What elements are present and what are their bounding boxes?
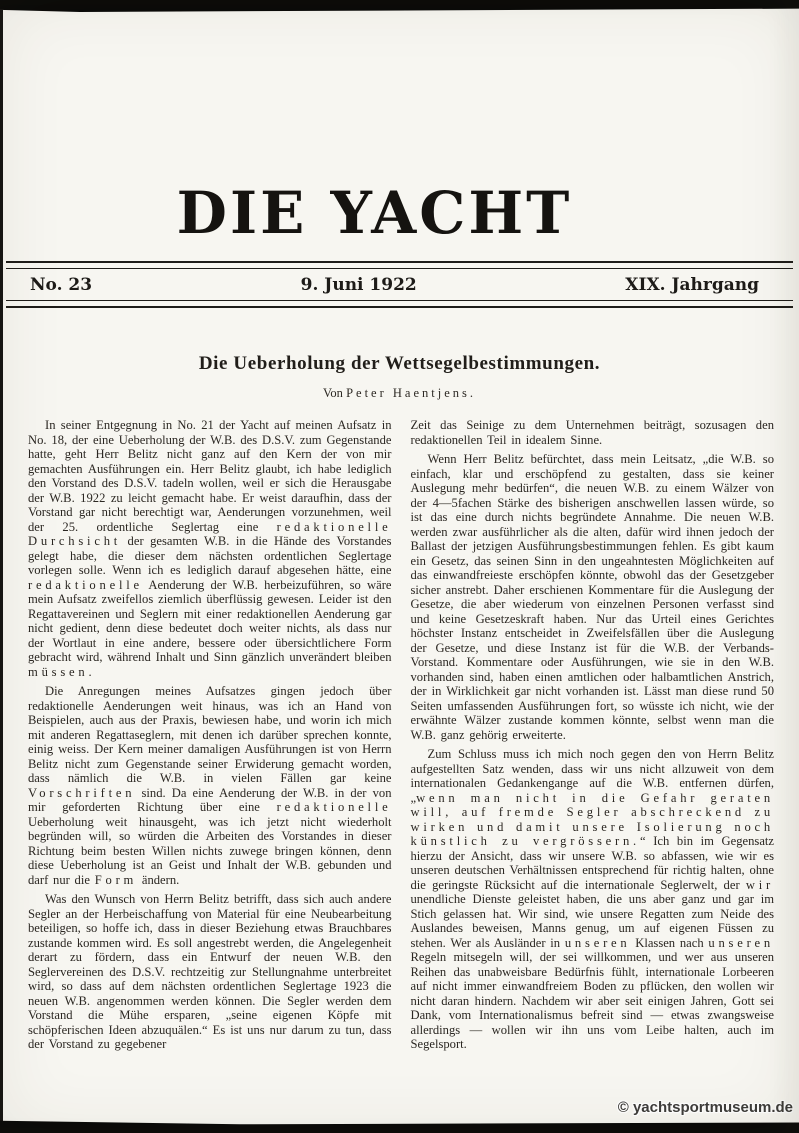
issue-number: No. 23 [30, 275, 93, 295]
scan-artifact-left-edge [0, 9, 3, 1121]
paragraph-3 [28, 892, 392, 1052]
text-segment: der gesamten W.B. in die Hände des Vorstandes gelegt habe, die dieser dem nächsten ordentlichen Seglertage vorlegen solle. Wenn ich es lediglich darauf abgesehen hätte, eine [28, 534, 392, 577]
byline-label: Von [323, 386, 343, 400]
issue-row [0, 269, 799, 300]
magazine-title: DIE YACHT [176, 179, 573, 247]
text-segment: sind. Da eine Aenderung der W.B. in der von mir geforderten Richtung über eine [28, 785, 392, 814]
text-segment: ändern. [137, 872, 180, 887]
text-segment: Die Anregungen meines Aufsatzes gingen jedoch über redaktionelle Aenderungen weit hinaus, was ich an Hand von Beispielen, auch aus der Praxis, bewiesen habe, und worin ich mich mit anderen Regattaseglern, mit denen ich darüber sprechen konnte, einig weiss. Der Kern meiner damaligen Ausführungen ist von Herrn Belitz nicht zum Gegenstande seiner Erwiderung gemacht worden, dass nämlich die W.B. in vielen Fällen gar keine [28, 684, 392, 785]
issue-volume: XIX. Jahrgang [625, 275, 759, 295]
byline-author: Peter Haentjens. [346, 386, 476, 400]
column-right [411, 418, 775, 1052]
paragraph-6 [411, 747, 775, 1052]
spaced-text-segment: wir [745, 877, 774, 892]
text-segment: Zum Schluss muss ich mich noch gegen den von Herrn Belitz aufgestellten Satz wenden, dass wir uns nicht allzuweit von dem internationalen Gedankengange auf die W.B. entfernen dürfen, „ [410, 747, 774, 805]
double-rule-bottom [6, 300, 793, 308]
double-rule-top [6, 261, 793, 269]
paragraph-1 [28, 418, 392, 679]
text-segment: Zeit das Seinige zu dem Unternehmen beiträgt, sozusagen den redaktionellen Teil in idealem Sinne. [410, 418, 774, 447]
paragraph-2 [28, 684, 392, 887]
article-byline [0, 386, 799, 401]
text-segment: Regeln mitsegeln will, der sei willkommen, und wer aus unseren Reihen das unabweisbare Bedürfnis fühlt, internationale Lorbeeren auf nicht immer einwandfreiem Boden zu pflücken, den wollen wir nicht daran hindern. Nachdem wir aber seit einigen Jahren, Gott sei Dank, vom Internationalismus befreit sind — etwas zwangsweise allerdings — wollen wir ihn uns vom Leibe halten, auch im Segelsport. [410, 950, 774, 1051]
spaced-text-segment: unseren [708, 935, 774, 950]
text-segment: Was den Wunsch von Herrn Belitz betrifft, dass sich auch andere Segler an der Herbeischaffung von Material für eine Neubearbeitung beteiligen, so hoffe ich, dass in dieser Beziehung etwas Brauchbares zustande kommen wird. Es soll angestrebt werden, die Angelegenheit derart zu fördern, dass ein Entwurf der neuen W.B. den Seglervereinen des D.S.V. rechtzeitig zur Stellungnahme unterbreitet wird, so dass auf dem nächsten ordentlichen Seglertage 1923 die neuen W.B. angenommen werden können. Die Segler werden dem Vorstand die Mühe ersparen, „seine eigenen Köpfe mit schöpferischen Ideen abzuquälen.“ Es ist uns nur darum zu tun, dass der Vorstand zu gegebener [28, 892, 392, 1051]
text-segment: “ Ich bin im Gegensatz hierzu der Ansicht, dass wir unsere W.B. so abfassen, wie wir es unseren deutschen Verhältnissen entsprechend für richtig halten, ohne die geringste Rücksicht auf die internationale Seglerwelt, der [410, 834, 775, 892]
text-segment: In seiner Entgegnung in No. 21 der Yacht auf meinen Aufsatz in No. 18, der eine Ueberholung der W.B. des D.S.V. zum Gegenstande hatte, geht Herr Belitz nicht ganz auf den Kern der von mir gemachten Ausführungen ein. Herr Belitz glaubt, ich habe lediglich den Vorstand des D.S.V. tadeln wollen, weil er sich die Herausgabe der W.B. 1922 zu leicht gemacht habe. Er weist daraufhin, dass der Vorstand gar nicht berechtigt war, Aenderungen vorzunehmen, weil der 25. ordentliche Seglertag eine [28, 418, 392, 534]
issue-bar [0, 261, 799, 308]
spaced-text-segment: redaktionelle Durchsicht [28, 519, 392, 548]
issue-date: 9. Juni 1922 [300, 275, 417, 295]
column-left [28, 418, 392, 1052]
paragraph-5 [411, 452, 775, 742]
article-title: Die Ueberholung der Wettsegelbestimmungen. [198, 353, 601, 374]
spaced-text-segment: wenn man nicht in die Gefahr geraten will, auf fremde Segler abschreckend zu wirken und damit unsere Isolierung noch künstlich zu vergrössern. [410, 790, 774, 848]
text-segment: Aenderung der W.B. herbeizuführen, so wäre mein Aufsatz zweifellos ziemlich überflüssig gewesen. Leider ist den Regattavereinen und Seglern mit einer redaktionellen Aenderung gar nicht gedient, denn diese bedeutet doch weiter nichts, als dass nur der Wortlaut in eine andere, bessere oder übersichtlichere Form gebracht wird, während Inhalt und Sinn gänzlich unverändert bleiben [28, 577, 392, 664]
spaced-text-segment: redaktionelle [276, 800, 392, 814]
spaced-text-segment: Vorschriften [28, 785, 136, 800]
text-segment: . [88, 664, 92, 679]
paragraph-4-continuation [411, 418, 775, 447]
watermark: © yachtsportmuseum.de [617, 1099, 793, 1116]
text-segment: Wenn Herr Belitz befürchtet, dass mein Leitsatz, „die W.B. so einfach, klar und erschöpfend zu gestalten, dass sie keiner Auslegung mehr bedürfen“, die neuen W.B. zu einem Wälzer von der 4—5fachen Stärke des bisherigen anschwellen lassen würde, so ist das eine durch nichts begründete Annahme. Die neuen W.B. werden zwar ausführlicher als die alten, dafür wird ihnen jedoch der Ballast der jetzigen Ausführungsbestimmungen fehlen. Es gibt kaum ein Gesetz, das seinen Sinn in den ungeahntesten Möglichkeiten auf das einwandfreieste erschöpfen könnte, obwohl das der Gesetzgeber sicher anstrebt. Daher erschienen Kommentare für die Auslegung der Gesetze, die aber wiederum von einzelnen Personen verfasst sind und keine Gesetzeskraft haben. Nur das Urteil eines Gerichtes höchster Instanz entscheidet in Zweifelsfällen über die Auslegung der Gesetze, und diese Instanz ist für die W.B. der Verbands-Vorstand. Kommentare oder Ausführungen, wie sie in den W.B. vorhanden sind, haben einen amtlichen oder halbamtlichen Anstrich, der in Wirklichkeit gar nicht vorhanden ist. Lässt man diese rund 50 Seiten umfassenden Ausführungen fort, so wüsste ich nicht, wie der erwähnte Wälzer zustande kommen könnte, selbst wenn man die W.B. ganz gehörig erweiterte. [410, 452, 774, 742]
masthead [0, 0, 799, 245]
scan-artifact-bottom-bar [0, 1118, 799, 1133]
text-segment: Klassen nach [630, 935, 709, 950]
text-segment: unendliche Dienste geleistet haben, die uns aber ganz und gar im Stich gelassen hat. Wir sind, wie unsere Regatten zum Neide des Auslandes beweisen, Manns genug, um auf eigenen Füssen zu stehen. Wer als Ausländer in [410, 892, 774, 950]
spaced-text-segment: redaktionelle [28, 577, 143, 592]
article-body [0, 401, 799, 1052]
text-segment: Ueberholung weit hinausgeht, was ich jetzt nicht wiederholt begründen will, so würden die Arbeiten des Vorstandes in dieser Richtung beim besten Willen nichts zuwege bringen können, denn diese Ueberholung ist an Geist und Inhalt der W.B. gebunden und darf nur die [28, 814, 392, 887]
spaced-text-segment: unseren [564, 935, 631, 950]
spaced-text-segment: Form [94, 872, 138, 887]
spaced-text-segment: müssen [28, 664, 89, 679]
